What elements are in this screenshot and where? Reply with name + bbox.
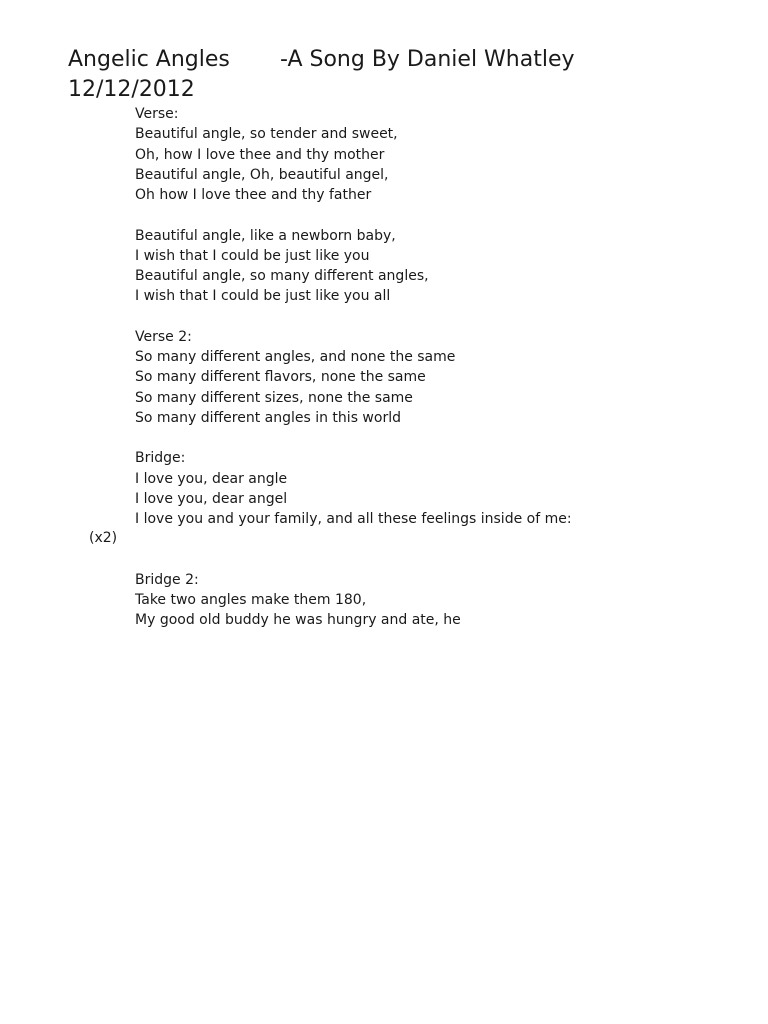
lyric-line: Beautiful angle, Oh, beautiful angel,: [135, 166, 389, 183]
stanza-gap: [135, 307, 735, 327]
lyric-line: Beautiful angle, so tender and sweet,: [135, 126, 398, 143]
lyric-line: So many different flavors, none the same: [135, 369, 426, 386]
song-author: -A Song By Daniel Whatley: [280, 47, 575, 72]
lyric-line: I love you, dear angel: [135, 490, 288, 507]
lyric-line: I wish that I could be just like you: [135, 247, 370, 264]
lyric-line: I love you and your family, and all these feelings inside of me:: [135, 511, 572, 527]
lyric-line: I wish that I could be just like you all: [135, 288, 391, 305]
lyric-line: I love you, dear angle: [135, 470, 288, 487]
lyric-line: So many different angles, and none the same: [135, 349, 456, 365]
stanza-gap: [135, 428, 735, 448]
stanza-gap: [135, 550, 735, 570]
lyric-line: So many different angles in this world: [135, 409, 401, 426]
lyric-line: Beautiful angle, like a newborn baby,: [135, 227, 396, 244]
lyric-line: So many different sizes, none the same: [135, 389, 413, 406]
lyric-line: Beautiful angle, so many different angles,: [135, 268, 429, 284]
repeat-marker: (x2): [89, 530, 118, 546]
lyric-line: My good old buddy he was hungry and ate, he: [135, 612, 461, 629]
verse-label: Verse:: [135, 106, 179, 122]
bridge2-label: Bridge 2:: [135, 571, 199, 588]
stanza-gap: [135, 529, 735, 549]
lyrics-body: [135, 104, 735, 631]
verse2-label: Verse 2:: [135, 328, 192, 345]
lyric-line: Oh how I love thee and thy father: [135, 187, 372, 203]
bridge-label: Bridge:: [135, 450, 186, 467]
song-date: 12/12/2012: [68, 77, 195, 102]
lyric-line: Take two angles make them 180,: [135, 592, 367, 608]
song-title: Angelic Angles: [68, 47, 230, 72]
stanza-gap: [135, 205, 735, 225]
lyric-line: Oh, how I love thee and thy mother: [135, 146, 385, 163]
